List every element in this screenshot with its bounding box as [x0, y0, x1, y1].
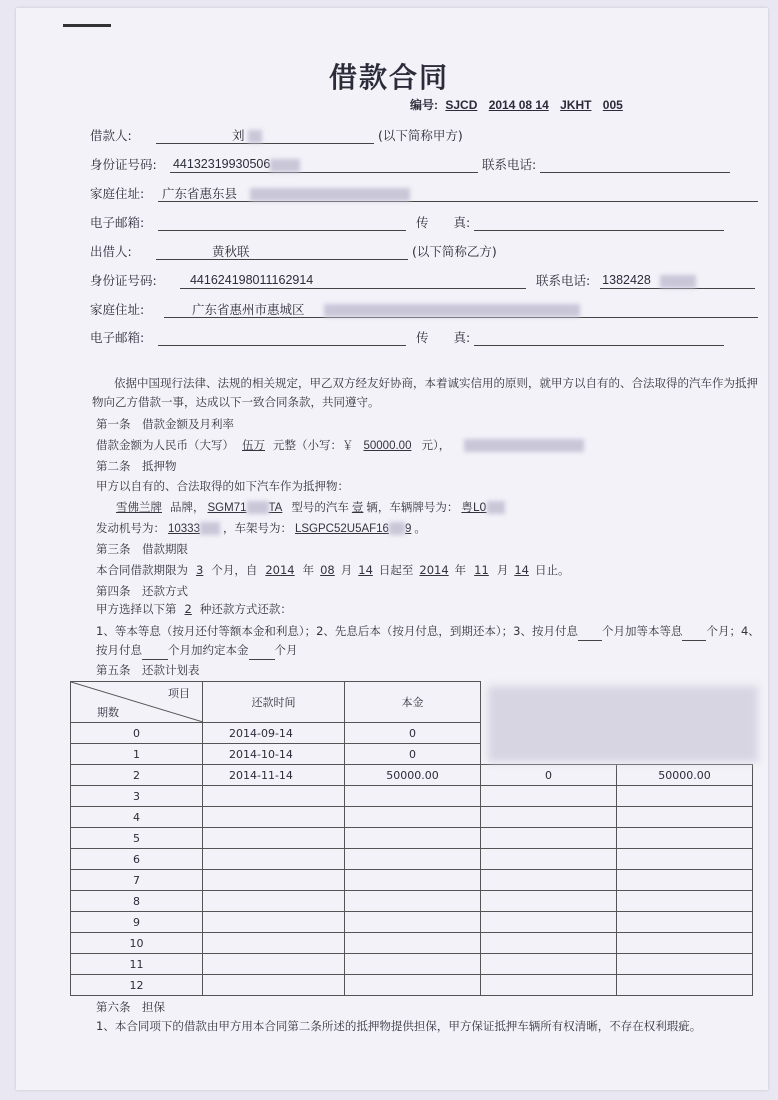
- lender-email-field: [158, 330, 406, 346]
- table-cell-c5: [617, 933, 753, 954]
- lender-email-row: 电子邮箱: 传 真:: [90, 328, 724, 346]
- article-2-engine: 发动机号为： 10333 ，车架号为： LSGPC52U5AF16 9 。: [96, 521, 426, 535]
- table-cell-period: 3: [71, 786, 203, 807]
- table-cell-c5: 50000.00: [617, 765, 753, 786]
- redaction: [270, 159, 300, 172]
- redaction: [389, 522, 405, 535]
- table-cell-period: 12: [71, 975, 203, 996]
- borrower-name-field: 刘: [156, 128, 374, 144]
- redaction: [200, 522, 220, 535]
- table-cell-c5: [617, 807, 753, 828]
- table-cell-date: [203, 786, 345, 807]
- table-cell-date: 2014-09-14: [203, 723, 345, 744]
- redaction: [247, 501, 269, 514]
- table-cell-c5: [617, 912, 753, 933]
- table-cell-c4: [481, 912, 617, 933]
- borrower-phone-field: [540, 157, 730, 173]
- table-cell-period: 9: [71, 912, 203, 933]
- header-item-period: 项目 期数: [71, 682, 203, 723]
- table-cell-c5: [617, 870, 753, 891]
- table-row: [71, 828, 753, 849]
- table-cell-c4: [481, 849, 617, 870]
- table-cell-c4: [481, 870, 617, 891]
- intro-paragraph: 依据中国现行法律、法规的相关规定，甲乙双方经友好协商，本着诚实信用的原则，就甲方以自有的、合法取得的汽车作为抵押 物向乙方借款一事，达成以下一致合同条款，共同遵守。: [92, 376, 758, 409]
- lender-fax-field: [474, 330, 724, 346]
- article-2-vehicle: 雪佛兰牌 品牌， SGM71 TA 型号的汽车 壹 辆，车辆牌号为： 粤L0: [96, 498, 508, 518]
- document-title: 借款合同: [328, 61, 449, 94]
- borrower-address-row: 家庭住址: 广东省惠东县: [90, 184, 758, 202]
- article-1-text: 借款金额为人民币（大写） 伍万 元整（小写：￥ 50000.00 元），: [96, 436, 584, 456]
- article-2-line1: 甲方以自有的、合法取得的如下汽车作为抵押物：: [96, 479, 349, 493]
- table-row: [71, 807, 753, 828]
- lender-address-row: 家庭住址: 广东省惠州市惠城区: [90, 300, 758, 318]
- frame-number: LSGPC52U5AF16 9: [294, 523, 412, 535]
- table-row: [71, 912, 753, 933]
- table-cell-c4: [481, 954, 617, 975]
- article-2-heading: 第二条 抵押物: [96, 459, 177, 473]
- table-cell-principal: [345, 786, 481, 807]
- table-cell-period: 8: [71, 891, 203, 912]
- table-cell-c4: [481, 933, 617, 954]
- plate-number: 粤L0: [458, 500, 507, 514]
- table-cell-period: 5: [71, 828, 203, 849]
- table-cell-date: 2014-10-14: [203, 744, 345, 765]
- article-6-line1: 1、本合同项下的借款由甲方用本合同第二条所述的抵押物提供担保，甲方保证抵押车辆所有权清晰，不存在权利瑕疵。: [96, 1019, 702, 1033]
- table-cell-c4: [481, 807, 617, 828]
- redaction: [324, 304, 580, 317]
- borrower-address-field: 广东省惠东县: [158, 186, 758, 202]
- table-cell-principal: [345, 828, 481, 849]
- table-cell-date: [203, 975, 345, 996]
- table-cell-principal: 0: [345, 744, 481, 765]
- table-cell-principal: [345, 933, 481, 954]
- article-4-options-line2: 按月付息 个月加约定本金 个月: [96, 641, 298, 660]
- redaction: [488, 686, 758, 762]
- table-cell-principal: 0: [345, 723, 481, 744]
- lender-name-field: 黄秋联: [156, 244, 408, 260]
- table-cell-c5: [617, 828, 753, 849]
- table-cell-principal: [345, 891, 481, 912]
- article-4-heading: 第四条 还款方式: [96, 584, 188, 598]
- table-cell-date: [203, 849, 345, 870]
- article-6-heading: 第六条 担保: [96, 1000, 165, 1014]
- engine-number: 10333: [165, 523, 223, 535]
- table-cell-c4: [481, 828, 617, 849]
- header-date: 还款时间: [203, 682, 345, 723]
- table-cell-c4: [481, 786, 617, 807]
- redaction: [248, 130, 262, 143]
- borrower-id-field: 44132319930506: [170, 157, 478, 173]
- table-cell-date: [203, 933, 345, 954]
- redaction: [250, 188, 410, 201]
- table-cell-principal: [345, 954, 481, 975]
- table-cell-date: [203, 828, 345, 849]
- borrower-email-field: [158, 215, 406, 231]
- table-row: [71, 954, 753, 975]
- table-cell-date: [203, 891, 345, 912]
- borrower-fax-field: [474, 215, 724, 231]
- table-cell-period: 0: [71, 723, 203, 744]
- article-3-text: 本合同借款期限为 3 个月，自 2014 年 08 月 14 日起至 2014 年 11 月 14 日止。: [96, 563, 570, 577]
- borrower-email-row: 电子邮箱: 传 真:: [90, 213, 724, 231]
- table-cell-principal: [345, 849, 481, 870]
- table-cell-principal: [345, 870, 481, 891]
- lender-phone-field: 1382428: [600, 273, 755, 289]
- table-cell-c5: [617, 954, 753, 975]
- table-cell-period: 2: [71, 765, 203, 786]
- table-cell-period: 1: [71, 744, 203, 765]
- redaction: [487, 501, 505, 514]
- table-cell-date: [203, 870, 345, 891]
- table-cell-principal: [345, 975, 481, 996]
- table-row: [71, 765, 753, 786]
- article-1-heading: 第一条 借款金额及月利率: [96, 417, 234, 431]
- table-cell-date: 2014-11-14: [203, 765, 345, 786]
- table-cell-c4: [481, 975, 617, 996]
- table-cell-date: [203, 954, 345, 975]
- table-cell-period: 10: [71, 933, 203, 954]
- lender-id-row: 身份证号码: 441624198011162914 联系电话: 1382428: [90, 271, 755, 289]
- lender-id-field: 441624198011162914: [180, 273, 526, 289]
- table-cell-principal: [345, 912, 481, 933]
- header-principal: 本金: [345, 682, 481, 723]
- article-5-heading: 第五条 还款计划表: [96, 663, 200, 677]
- table-cell-principal: [345, 807, 481, 828]
- table-cell-c5: [617, 891, 753, 912]
- table-row: [71, 870, 753, 891]
- corner-mark: [63, 24, 111, 27]
- article-3-heading: 第三条 借款期限: [96, 542, 188, 556]
- borrower-row: 借款人: 刘 (以下简称甲方): [90, 128, 463, 143]
- table-row: [71, 849, 753, 870]
- redaction: [660, 275, 696, 288]
- table-row: [71, 975, 753, 996]
- redaction: [464, 439, 584, 452]
- table-cell-c5: [617, 975, 753, 996]
- table-row: [71, 933, 753, 954]
- contract-number: 编号: SJCD 2014 08 14 JKHT 005: [410, 98, 623, 112]
- vehicle-model: SGM71 TA: [207, 502, 283, 514]
- article-4-options-line1: 1、等本等息（按月还付等额本金和利息）；2、先息后本（按月付息，到期还本）；3、按月付息 个月加等本等息 个月；4、: [96, 622, 760, 641]
- lender-address-field: 广东省惠州市惠城区: [164, 302, 758, 318]
- borrower-id-row: 身份证号码: 44132319930506 联系电话:: [90, 155, 730, 173]
- article-4-choice: 甲方选择以下第 2 种还款方式还款：: [96, 602, 292, 616]
- table-row: [71, 891, 753, 912]
- table-cell-c4: 0: [481, 765, 617, 786]
- table-cell-c5: [617, 849, 753, 870]
- table-cell-date: [203, 912, 345, 933]
- table-row: [71, 786, 753, 807]
- table-cell-c4: [481, 891, 617, 912]
- table-cell-period: 11: [71, 954, 203, 975]
- table-cell-date: [203, 807, 345, 828]
- lender-row: 出借人: 黄秋联 (以下简称乙方): [90, 244, 497, 259]
- table-cell-c5: [617, 786, 753, 807]
- table-cell-principal: 50000.00: [345, 765, 481, 786]
- table-cell-period: 4: [71, 807, 203, 828]
- table-cell-period: 6: [71, 849, 203, 870]
- table-cell-period: 7: [71, 870, 203, 891]
